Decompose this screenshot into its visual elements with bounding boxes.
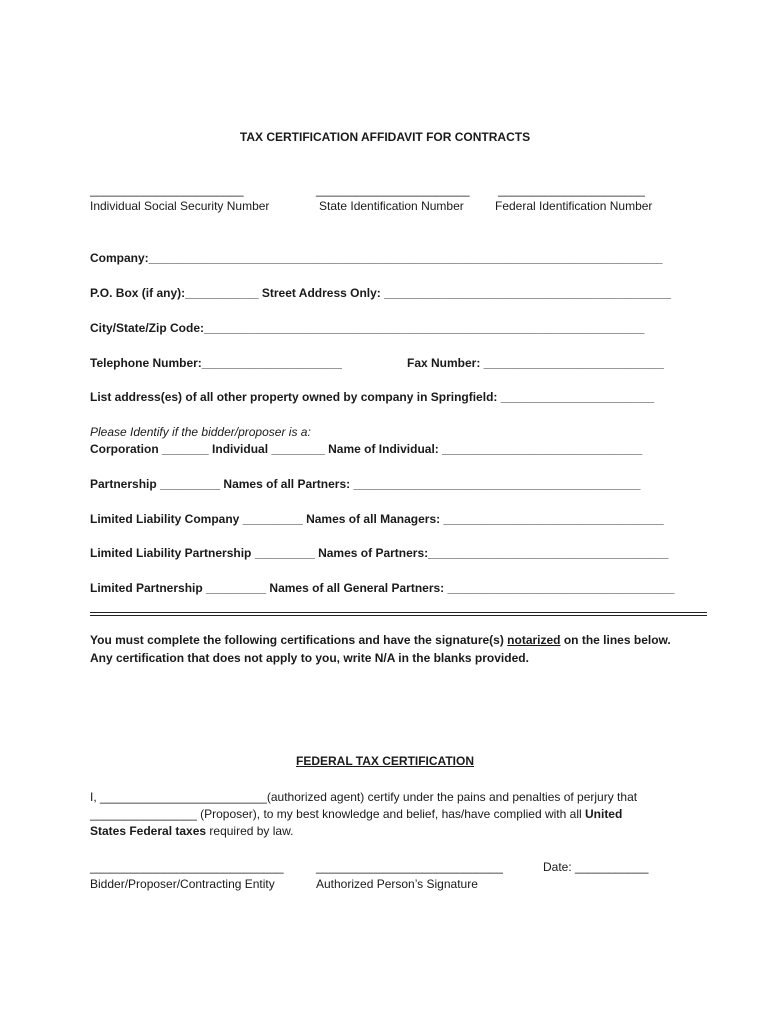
divider-line [90, 612, 707, 613]
lp-field[interactable]: Limited Partnership _________ Names of all General Partners: __________________________________ [90, 581, 675, 595]
fax-field[interactable]: Fax Number: ___________________________ [407, 356, 664, 370]
federal-line-3 [90, 824, 293, 839]
federal-line-2[interactable] [90, 807, 622, 822]
ssn-blank[interactable]: _______________________ [90, 183, 244, 197]
federal-line-2-bold: United [584, 807, 623, 821]
federal-heading [0, 754, 770, 769]
federal-line-1[interactable]: I, _________________________(authorized agent) certify under the pains and penalties of perjury that [90, 790, 638, 804]
state-id-blank[interactable]: _______________________ [316, 183, 470, 197]
identify-prompt: Please Identify if the bidder/proposer is a: [90, 425, 311, 439]
city-state-zip-field[interactable]: City/State/Zip Code:__________________________________________________________________ [90, 321, 645, 335]
state-id-label: State Identification Number [319, 199, 464, 213]
instructions-text: on the lines below. [560, 633, 671, 647]
authorized-signature-label: Authorized Person’s Signature [316, 877, 478, 891]
llp-field[interactable]: Limited Liability Partnership _________ Names of Partners:____________________________________ [90, 546, 669, 560]
instructions-line-1 [90, 633, 671, 648]
notarized-text: notarized [507, 633, 561, 647]
divider-line [90, 615, 707, 616]
bidder-signature-blank[interactable]: _____________________________ [90, 860, 284, 874]
federal-line-2-text: ________________ (Proposer), to my best knowledge and belief, has/have complied with all [90, 807, 585, 821]
telephone-field[interactable]: Telephone Number:_____________________ [90, 356, 342, 370]
bidder-signature-label: Bidder/Proposer/Contracting Entity [90, 877, 275, 891]
ssn-label: Individual Social Security Number [90, 199, 270, 213]
partnership-field[interactable]: Partnership _________ Names of all Partners: ___________________________________________ [90, 477, 641, 491]
instructions-line-2: Any certification that does not apply to you, write N/A in the blanks provided. [90, 651, 529, 665]
federal-line-3-bold: States Federal taxes [90, 824, 207, 838]
federal-id-label: Federal Identification Number [495, 199, 653, 213]
po-box-street-field[interactable]: P.O. Box (if any):___________ Street Address Only: ___________________________________________ [90, 286, 672, 300]
corporation-individual-field[interactable]: Corporation _______ Individual ________ Name of Individual: ______________________________ [90, 442, 643, 456]
other-property-field[interactable]: List address(es) of all other property owned by company in Springfield: _______________________ [90, 390, 655, 404]
federal-id-blank[interactable]: ______________________ [498, 183, 645, 197]
authorized-signature-blank[interactable]: ____________________________ [316, 860, 503, 874]
page-title: TAX CERTIFICATION AFFIDAVIT FOR CONTRACTS [239, 130, 531, 144]
date-field[interactable]: Date: ___________ [543, 860, 649, 874]
federal-heading-text: FEDERAL TAX CERTIFICATION [296, 754, 474, 768]
company-field[interactable]: Company:_____________________________________________________________________________ [90, 251, 663, 265]
federal-line-3-text: required by law. [206, 824, 294, 838]
instructions-text: You must complete the following certifications and have the signature(s) [90, 633, 508, 647]
llc-field[interactable]: Limited Liability Company _________ Names of all Managers: _________________________________ [90, 512, 664, 526]
